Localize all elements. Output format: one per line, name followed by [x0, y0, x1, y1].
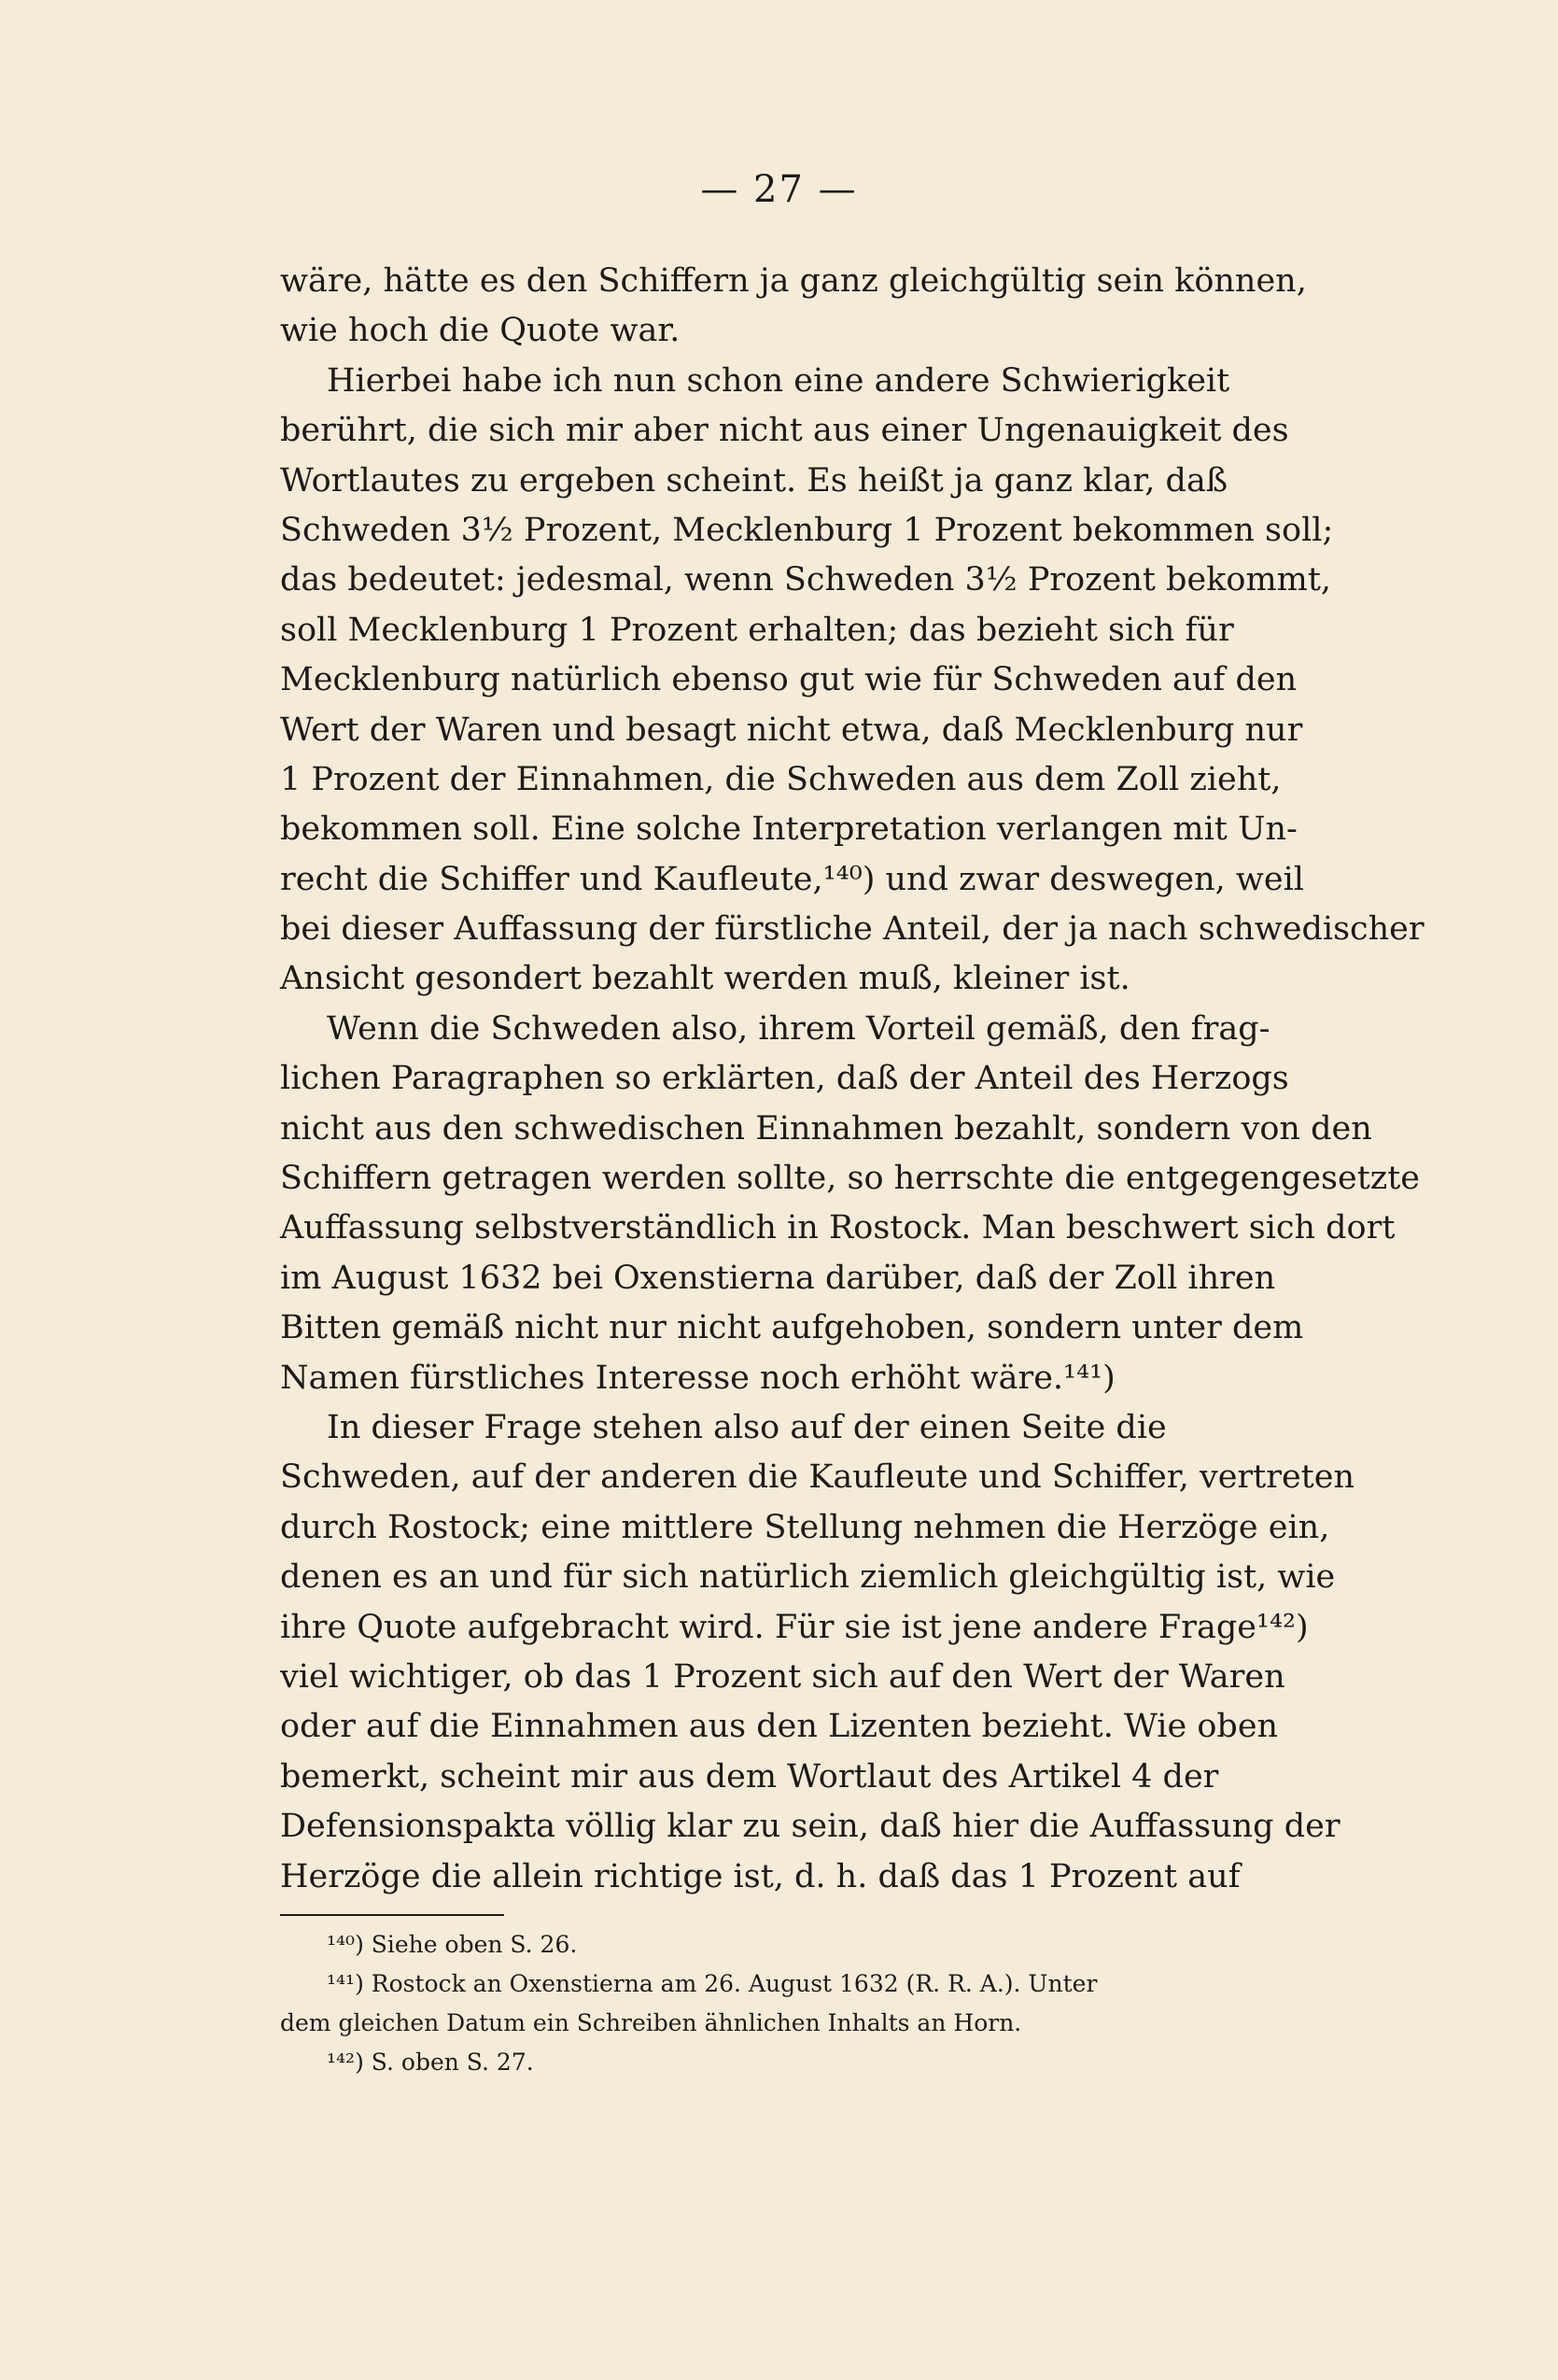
text-line: Wenn die Schweden also, ihrem Vorteil gemäß, den frag-: [327, 1009, 1270, 1048]
text-line: durch Rostock; eine mittlere Stellung nehmen die Herzöge ein,: [280, 1508, 1330, 1546]
text-line: bekommen soll. Eine solche Interpretation verlangen mit Un-: [280, 810, 1298, 849]
text-line: Auffassung selbstverständlich in Rostock. Man beschwert sich dort: [280, 1209, 1396, 1247]
text-line: das bedeutet: jedesmal, wenn Schweden 3½ Prozent bekommt,: [280, 561, 1332, 599]
page-number: — 27 —: [700, 168, 858, 211]
text-line: Herzöge die allein richtige ist, d. h. daß das 1 Prozent auf: [280, 1857, 1241, 1895]
text-line: Schweden 3½ Prozent, Mecklenburg 1 Prozent bekommen soll;: [280, 511, 1334, 549]
text-line: lichen Paragraphen so erklärten, daß der Anteil des Herzogs: [280, 1060, 1289, 1098]
text-line: bei dieser Auffassung der fürstliche Anteil, der ja nach schwedischer: [280, 910, 1425, 949]
text-line: In dieser Frage stehen also auf der einen Seite die: [327, 1408, 1167, 1446]
body-text: [280, 257, 1425, 1902]
text-line: Hierbei habe ich nun schon eine andere Schwierigkeit: [327, 361, 1230, 400]
text-line: Mecklenburg natürlich ebenso gut wie für Schweden auf den: [280, 661, 1298, 699]
text-line: 1 Prozent der Einnahmen, die Schweden aus dem Zoll zieht,: [280, 760, 1282, 798]
text-line: viel wichtiger, ob das 1 Prozent sich auf den Wert der Waren: [280, 1657, 1285, 1696]
footnote-line: ¹⁴¹) Rostock an Oxenstierna am 26. August 1632 (R. R. A.). Unter: [327, 1970, 1098, 1997]
text-line: recht die Schiffer und Kaufleute,¹⁴⁰) und zwar deswegen, weil: [280, 860, 1304, 898]
footnote-divider: [280, 1914, 504, 1916]
text-line: denen es an und für sich natürlich ziemlich gleichgültig ist, wie: [280, 1558, 1336, 1597]
footnote-line: dem gleichen Datum ein Schreiben ähnlichen Inhalts an Horn.: [280, 2009, 1022, 2036]
text-line: Ansicht gesondert bezahlt werden muß, kleiner ist.: [280, 960, 1130, 998]
text-line: im August 1632 bei Oxenstierna darüber, daß der Zoll ihren: [280, 1259, 1276, 1297]
text-line: wie hoch die Quote war.: [280, 312, 681, 350]
text-line: Schweden, auf der anderen die Kaufleute und Schiffer, vertreten: [280, 1458, 1354, 1497]
text-line: Bitten gemäß nicht nur nicht aufgehoben, sondern unter dem: [280, 1309, 1304, 1347]
text-line: oder auf die Einnahmen aus den Lizenten bezieht. Wie oben: [280, 1708, 1279, 1746]
text-line: Wert der Waren und besagt nicht etwa, daß Mecklenburg nur: [280, 711, 1303, 749]
footnote-line: ¹⁴⁰) Siehe oben S. 26.: [327, 1931, 578, 1958]
footnote-line: ¹⁴²) S. oben S. 27.: [327, 2049, 534, 2076]
text-line: bemerkt, scheint mir aus dem Wortlaut des Artikel 4 der: [280, 1757, 1219, 1796]
text-line: Schiffern getragen werden sollte, so herrschte die entgegengesetzte: [280, 1160, 1420, 1198]
text-line: Wortlautes zu ergeben scheint. Es heißt ja ganz klar, daß: [280, 461, 1228, 500]
text-line: nicht aus den schwedischen Einnahmen bezahlt, sondern von den: [280, 1109, 1372, 1148]
text-line: berührt, die sich mir aber nicht aus einer Ungenauigkeit des: [280, 412, 1289, 450]
text-line: Defensionspakta völlig klar zu sein, daß hier die Auffassung der: [280, 1808, 1340, 1846]
text-line: wäre, hätte es den Schiffern ja ganz gleichgültig sein können,: [280, 262, 1307, 300]
text-line: soll Mecklenburg 1 Prozent erhalten; das bezieht sich für: [280, 611, 1234, 649]
text-line: ihre Quote aufgebracht wird. Für sie ist jene andere Frage¹⁴²): [280, 1608, 1309, 1646]
text-line: Namen fürstliches Interesse noch erhöht wäre.¹⁴¹): [280, 1359, 1116, 1397]
footnotes: [280, 1925, 1279, 2082]
